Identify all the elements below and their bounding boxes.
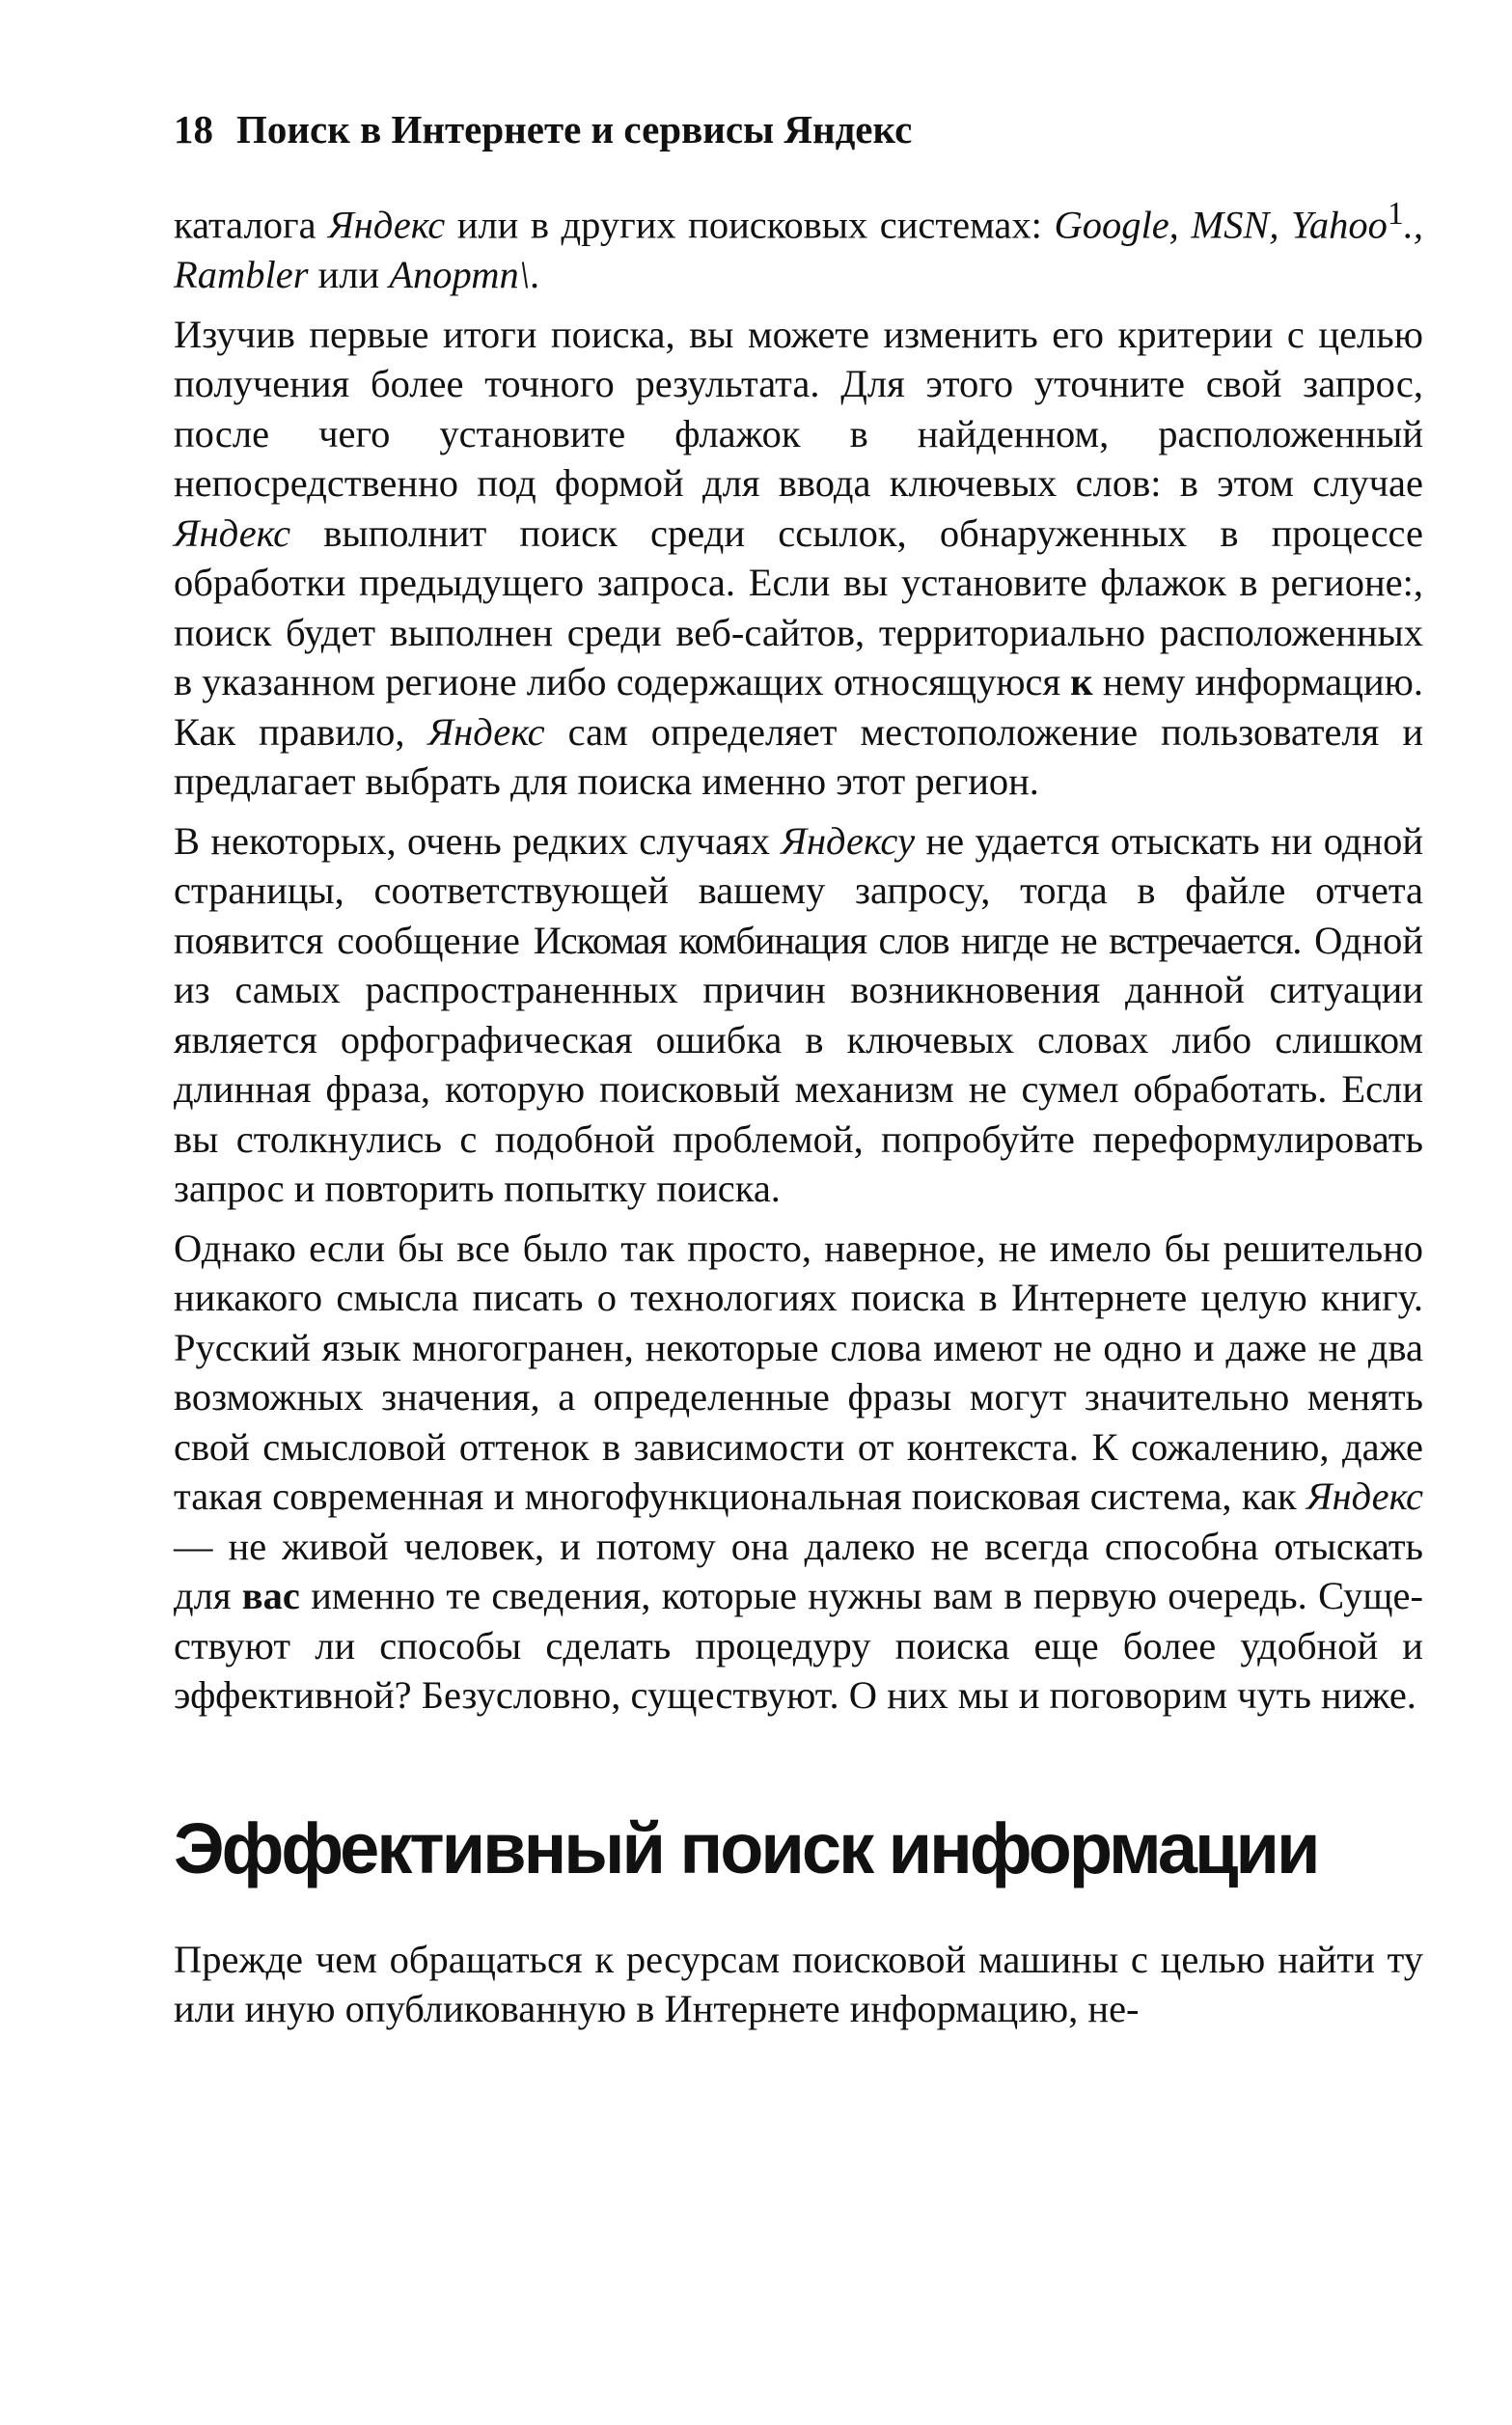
message-text: Искомая комбинация слов нигде не встречается. <box>533 918 1302 962</box>
running-header <box>174 106 1423 152</box>
footnote-marker: 1 <box>1387 196 1404 232</box>
italic-run: Google, MSN, Yahoo <box>1054 203 1388 247</box>
italic-run: Апортп\ <box>389 253 531 296</box>
bold-run: к <box>1070 660 1093 703</box>
text-run: каталога <box>174 203 329 247</box>
paragraph <box>174 310 1423 807</box>
text-run: Однако если бы все было так просто, наверное, не имело бы решительно никакого смысла писать о технологиях поиска в Интернете целую книгу. Русский язык многогранен, некоторые слова имеют не одно и даже не два возможных значения, а определенные фразы могут значительно менять свой смысловой оттенок в зависимости от контекста. К сожалению, даже такая современная и многофункциональная поисковая система, как <box>174 1226 1423 1518</box>
paragraph-continued <box>174 189 1423 300</box>
italic-run: Яндекс <box>328 203 446 247</box>
text-run: не удается отыскать ни одной страницы, соответствующей вашему запросу, тогда в файле отчета появится сообщение <box>174 818 1423 962</box>
text-run: Прежде чем обращаться к ресурсам поисковой машины с целью найти ту или иную опубликованную в Интернете информацию, не- <box>174 1937 1423 2030</box>
italic-run: Яндексу <box>781 818 916 863</box>
italic-run: ., Rambler <box>174 203 1423 296</box>
text-run: сам определяет местоположение пользователя и предлагает выбрать для поиска именно этот регион. <box>174 709 1424 803</box>
running-title: Поиск в Интернете и сервисы Яндекс <box>236 107 913 152</box>
page-number: 18 <box>174 107 213 152</box>
text-run: нему информацию. Как правило, <box>174 660 1424 754</box>
text-run: . <box>530 253 540 296</box>
text-run: Одной из самых распространенных причин возникновения данной ситуации является орфографическая ошибка в ключевых словах либо слишком длинная фраза, которую поисковый механизм не сумел обработать. Если вы столкнулись с подобной проблемой, попробуйте переформулировать запрос и повторить попытку поиска. <box>174 918 1423 1210</box>
text-run: Изучив первые итоги поиска, вы можете изменить его критерии с целью получения более точного результата. Для этого уточните свой запрос, после чего установите флажок в найденном, расположенный непосредственно под формой для ввода ключевых слов: в этом случае <box>174 312 1423 505</box>
text-run: именно те сведения, которые нужны вам в первую очередь. Существуют ли способы сделать процедуру поиска еще более удобной и эффективной? Безусловно, существуют. О них мы и поговорим чуть ниже. <box>174 1574 1423 1717</box>
text-run: В некоторых, очень редких случаях <box>174 818 782 863</box>
text-run: — не живой человек, и потому она далеко не всегда способна отыскать для <box>174 1524 1423 1617</box>
text-run: выполнит поиск среди ссылок, обнаруженных в процессе обработки предыдущего запроса. Если вы установите флажок в регионе:, поиск будет выполнен среди веб-сайтов, территориально расположенных в указанном регионе либо содержащих относящуюся <box>174 510 1423 703</box>
section-heading: Эффективный поиск информации <box>174 1807 1318 1888</box>
paragraph <box>174 1224 1423 1721</box>
bold-run: вас <box>241 1574 300 1617</box>
italic-run: Яндекс <box>427 709 545 754</box>
italic-run: Яндекс <box>174 510 291 555</box>
book-page <box>174 106 1423 2044</box>
paragraph <box>174 1935 1423 2034</box>
text-run: или <box>308 253 390 296</box>
paragraph <box>174 816 1423 1214</box>
text-run: или в других поисковых системах: <box>445 203 1055 247</box>
italic-run: Яндекс <box>1306 1474 1423 1518</box>
